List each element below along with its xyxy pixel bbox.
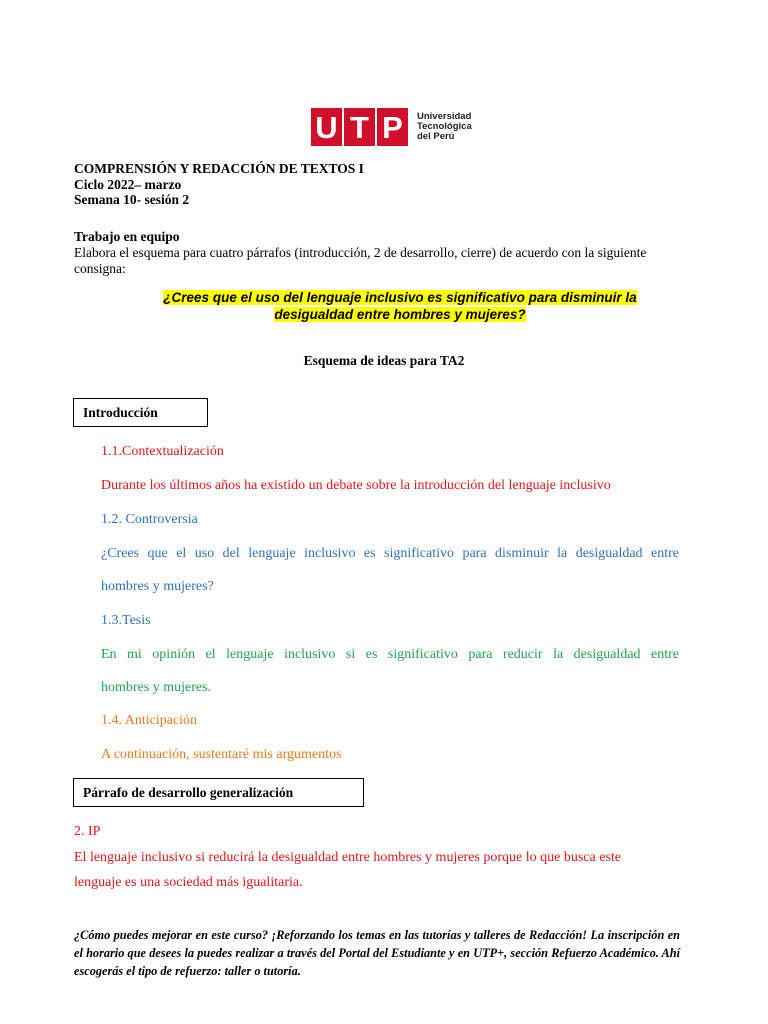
thesis-line-2: hombres y mujeres. — [101, 680, 212, 695]
introduction-label: Introducción — [83, 405, 158, 420]
course-week: Semana 10- sesión 2 — [74, 192, 190, 207]
course-title: COMPRENSIÓN Y REDACCIÓN DE TEXTOS I — [74, 161, 364, 176]
controversy-line-1: ¿Crees que el uso del lenguaje inclusivo es significativo para disminuir la desigualdad entre — [101, 546, 679, 561]
logo-letter-p: P — [377, 108, 408, 146]
question-line-2: desigualdad entre hombres y mujeres? — [274, 307, 526, 322]
logo-university-name — [417, 112, 472, 142]
controversy-line-2: hombres y mujeres? — [101, 579, 214, 594]
footer-note: ¿Cómo puedes mejorar en este curso? ¡Reforzando los temas en las tutorías y talleres de Redacción! La inscripción en el horario que desees la puedes realizar a través del Portal del Estudiante y en UTP+, sección Refuerzo Académico. Ahí escogerás el tipo de refuerzo: taller o tutoría. — [74, 928, 680, 978]
task-title: Trabajo en equipo — [74, 229, 180, 244]
task-instructions: Elabora el esquema para cuatro párrafos (introducción, 2 de desarrollo, cierre) de acuerdo con la siguiente consigna: — [74, 245, 647, 276]
logo-letter-u: U — [311, 108, 342, 146]
highlighted-question — [150, 289, 650, 323]
schema-title: Esquema de ideas para TA2 — [303, 353, 465, 368]
context-text: Durante los últimos años ha existido un debate sobre la introducción del lenguaje inclusivo — [101, 478, 611, 493]
thesis-line-1: En mi opinión el lenguaje inclusivo si es significativo para reducir la desigualdad entre — [101, 647, 679, 662]
question-line-1: ¿Crees que el uso del lenguaje inclusivo es significativo para disminuir la — [163, 290, 637, 305]
logo-text-line-1: Universidad — [417, 111, 472, 122]
ip-heading: 2. IP — [74, 824, 101, 839]
course-cycle: Ciclo 2022– marzo — [74, 177, 182, 192]
controversy-heading: 1.2. Controversia — [101, 512, 198, 527]
anticipation-text: A continuación, sustentaré mis argumentos — [101, 747, 342, 762]
logo-text-line-2: Tecnológica — [417, 121, 472, 132]
development-box — [73, 778, 364, 807]
anticipation-heading: 1.4. Anticipación — [101, 713, 198, 728]
development-label: Párrafo de desarrollo generalización — [83, 785, 294, 800]
logo-text-line-3: del Perú — [417, 131, 455, 142]
context-heading: 1.1.Contextualización — [101, 444, 224, 459]
logo-letter-t: T — [344, 108, 375, 146]
introduction-box — [73, 398, 208, 427]
thesis-heading: 1.3.Tesis — [101, 613, 151, 628]
utp-logo — [311, 108, 472, 146]
ip-line-1: El lenguaje inclusivo si reducirá la desigualdad entre hombres y mujeres porque lo que busca este — [74, 850, 621, 865]
ip-line-2: lenguaje es una sociedad más igualitaria. — [74, 875, 303, 890]
